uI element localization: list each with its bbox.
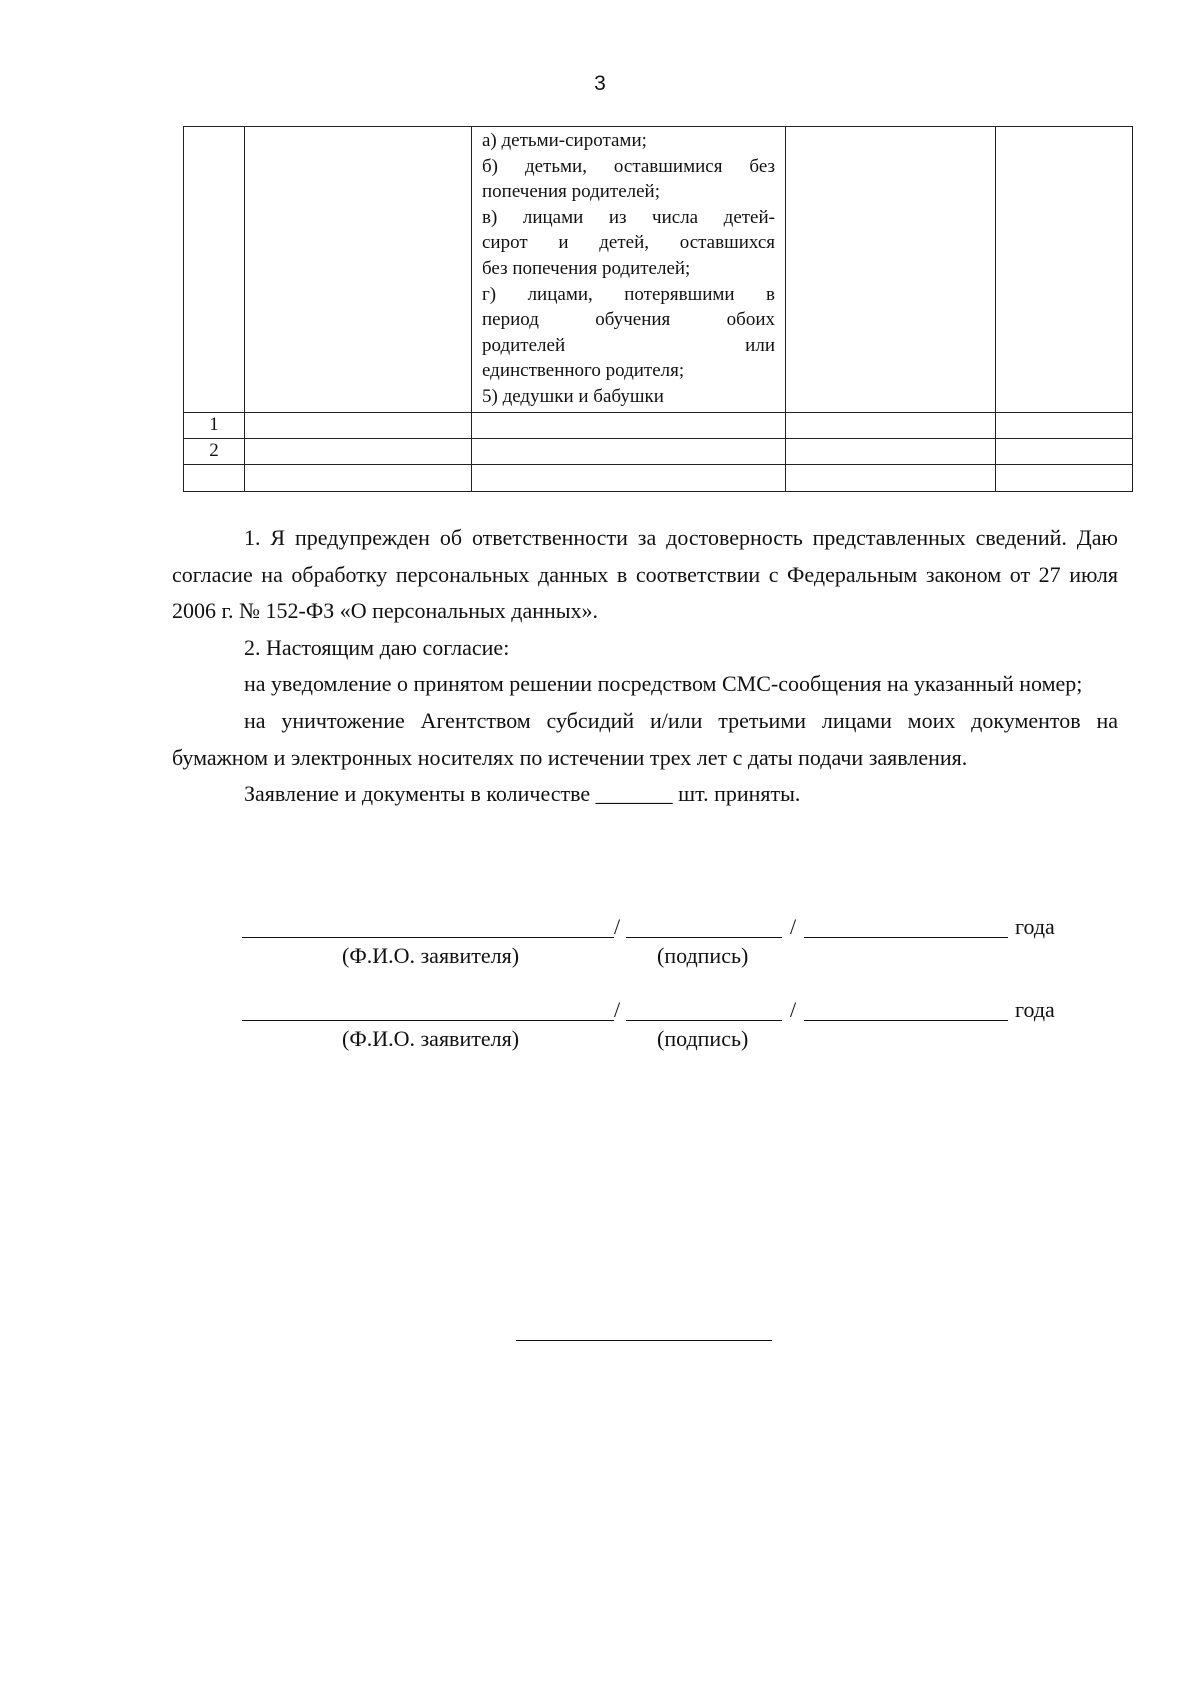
table-cell [786, 464, 996, 491]
signature-caption: (подпись) [657, 943, 749, 968]
list-line: попечения родителей; [482, 181, 660, 203]
separator-slash: / [790, 914, 797, 939]
table-cell [472, 438, 786, 464]
table-row [184, 438, 1133, 464]
list-line: 5) дедушки и бабушки [482, 385, 664, 407]
end-of-document-rule [516, 1340, 772, 1341]
statement-responsibility: 1. Я предупрежден об ответственности за достоверность представленных сведений. Даю согласие на обработку персональных данных в соответствии с Федеральным законом от 27 июля 2006 г. № 152-ФЗ «О персональных данных». [172, 525, 1118, 624]
signature-caption: (подпись) [657, 1026, 749, 1051]
list-line: сирот и детей, оставшихся [482, 232, 775, 254]
applicant-name-line[interactable] [242, 937, 614, 938]
statement-consent-heading: 2. Настоящим даю согласие: [244, 634, 510, 660]
page-number: 3 [594, 72, 606, 95]
applicant-name-line[interactable] [242, 1020, 614, 1021]
list-line: период обучения обоих [482, 309, 775, 331]
signature-line[interactable] [626, 937, 782, 938]
row-number: 1 [184, 412, 245, 438]
table-row [184, 412, 1133, 438]
list-line: родителей или [482, 334, 775, 356]
signature-row [242, 995, 1062, 1025]
separator-slash: / [790, 997, 797, 1022]
list-line: в) лицами из числа детей- [482, 206, 775, 228]
list-line: г) лицами, потерявшими в [482, 283, 775, 305]
statements-block [172, 520, 1118, 813]
row-number: 2 [184, 438, 245, 464]
accepted-count-blank: _______ [595, 781, 673, 807]
table-cell [245, 438, 472, 464]
table-cell [786, 438, 996, 464]
table-cell [184, 127, 245, 413]
table-cell [996, 412, 1133, 438]
statement-sms-consent: на уведомление о принятом решении посредством СМС-сообщения на указанный номер; [244, 671, 1083, 697]
table-cell [472, 412, 786, 438]
row-number [184, 464, 245, 491]
table-cell [472, 464, 786, 491]
separator-slash: / [614, 914, 621, 939]
signature-line[interactable] [626, 1020, 782, 1021]
date-line[interactable] [804, 937, 1008, 938]
year-label: года [1015, 997, 1055, 1022]
table-cell [786, 412, 996, 438]
accepted-text-before: Заявление и документы в количестве [244, 781, 591, 807]
list-line: без попечения родителей; [482, 257, 691, 279]
statement-destruction-consent: на уничтожение Агентством субсидий и/или третьими лицами моих документов на бумажном и электронных носителях по истечении трех лет с даты подачи заявления. [172, 707, 1118, 770]
table-cell [996, 127, 1133, 413]
table-cell [245, 127, 472, 413]
table-cell [996, 464, 1133, 491]
table-cell [245, 412, 472, 438]
statement-documents-accepted [172, 776, 1118, 813]
category-list-cell [472, 127, 786, 413]
signature-row [242, 912, 1062, 942]
table-row [184, 464, 1133, 491]
continuation-table [183, 126, 1133, 492]
year-label: года [1015, 914, 1055, 939]
list-line: б) детьми, оставшимися без [482, 155, 775, 177]
table-cell [245, 464, 472, 491]
table-cell [786, 127, 996, 413]
list-line: а) детьми-сиротами; [482, 130, 647, 151]
table-cell [996, 438, 1133, 464]
list-line: единственного родителя; [482, 360, 685, 382]
applicant-name-caption: (Ф.И.О. заявителя) [342, 943, 520, 968]
table-row [184, 127, 1133, 413]
date-line[interactable] [804, 1020, 1008, 1021]
separator-slash: / [614, 997, 621, 1022]
accepted-text-after: шт. приняты. [678, 781, 801, 807]
applicant-name-caption: (Ф.И.О. заявителя) [342, 1026, 520, 1051]
